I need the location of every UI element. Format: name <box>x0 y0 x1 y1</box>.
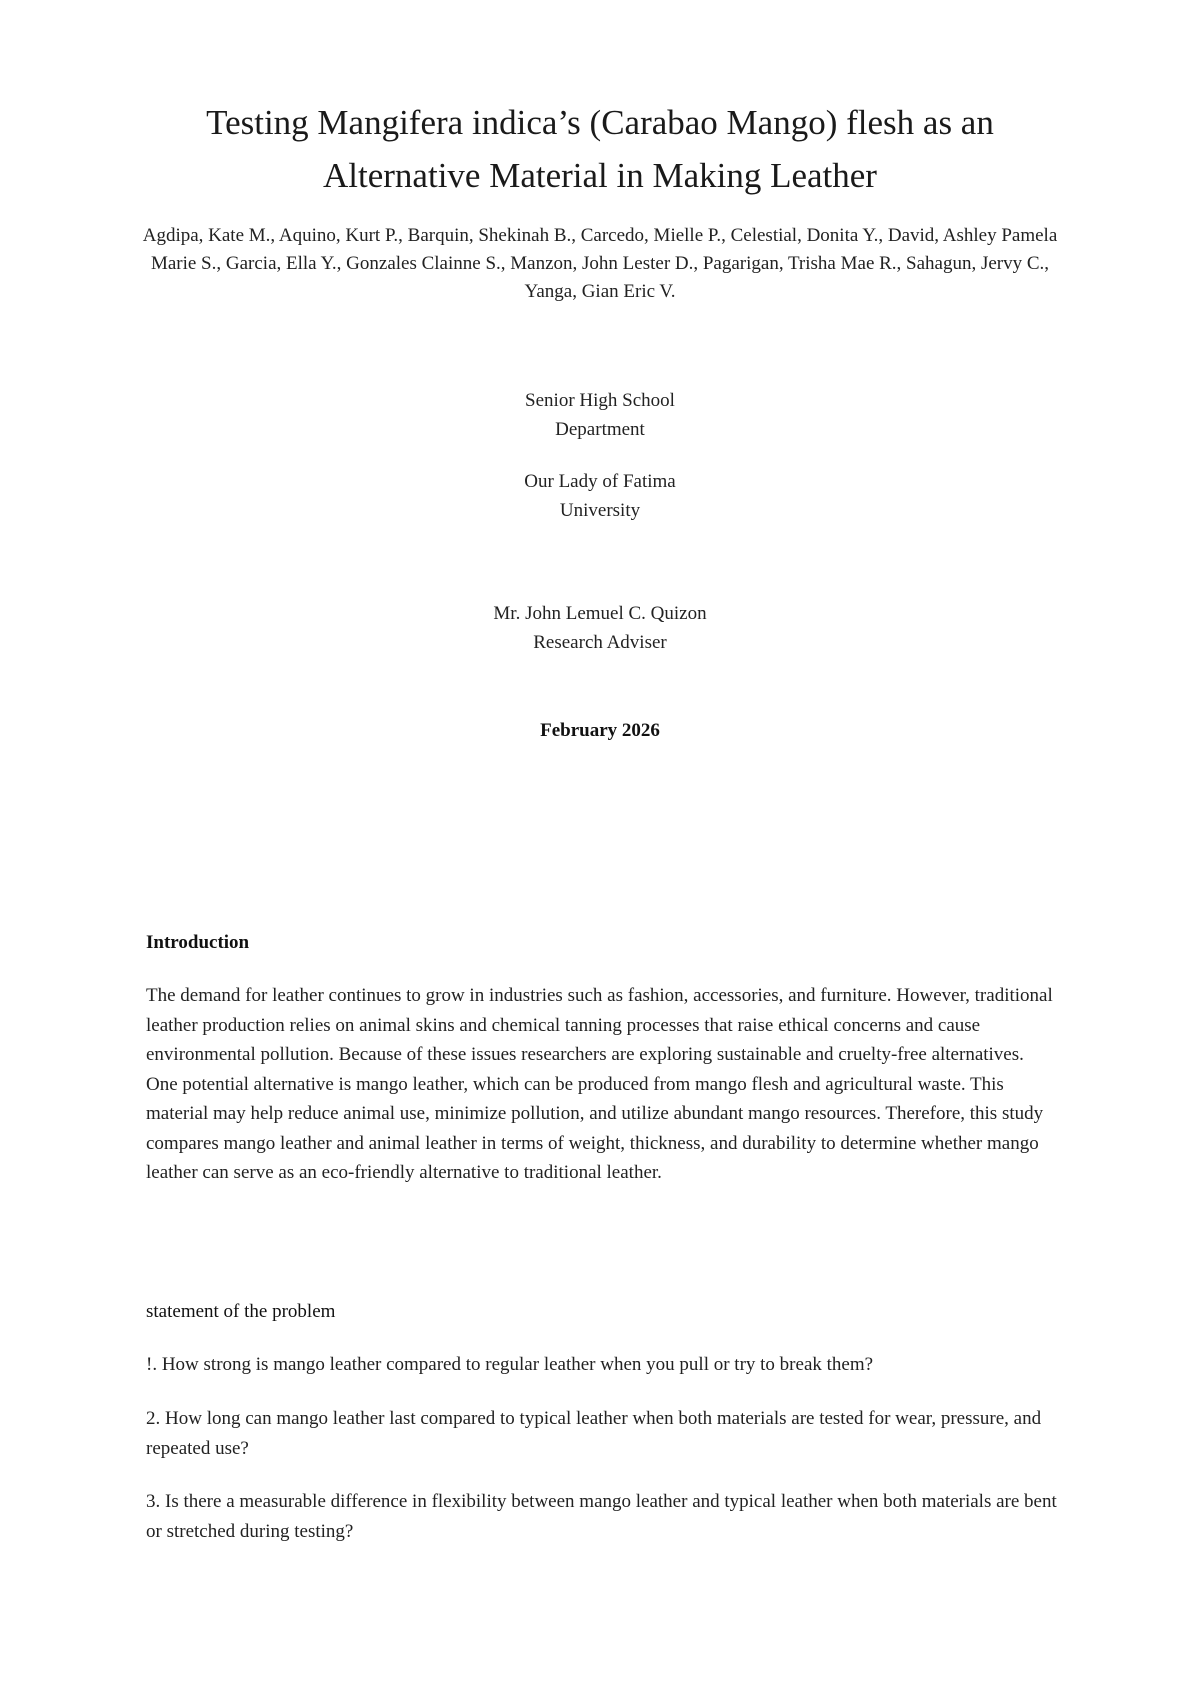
introduction-paragraph: The demand for leather continues to grow in industries such as fashion, accessories, and furniture. However, traditional leather production relies on animal skins and chemical tanning processes that raise ethical concerns and cause environmental pollution. Because of these issues researchers are exploring sustainable and cruelty-free alternatives. One potential alternative is mango leather, which can be produced from mango flesh and agricultural waste. This material may help reduce animal use, minimize pollution, and utilize abundant mango resources. Therefore, this study compares mango leather and animal leather in terms of weight, thickness, and durability to determine whether mango leather can serve as an eco-friendly alternative to traditional leather. <box>146 985 1053 1183</box>
department-block <box>300 386 900 444</box>
university-line-2: University <box>559 500 641 521</box>
title-line-2: Alternative Material in Making Leather <box>323 156 877 195</box>
problem-question-2: 2. How long can mango leather last compared to typical leather when both materials are tested for wear, pressure, and repeated use? <box>146 1408 1042 1459</box>
problem-question-3: 3. Is there a measurable difference in flexibility between mango leather and typical leather when both materials are bent or stretched during testing? <box>146 1491 1057 1542</box>
statement-of-problem-heading: statement of the problem <box>146 1301 336 1322</box>
title-line-1: Testing Mangifera indica’s (Carabao Mango) flesh as an <box>206 103 994 142</box>
introduction-heading: Introduction <box>146 932 250 953</box>
problem-question-1: !. How strong is mango leather compared to regular leather when you pull or try to break them? <box>146 1354 874 1375</box>
adviser-name: Mr. John Lemuel C. Quizon <box>493 603 707 624</box>
submission-date: February 2026 <box>540 720 660 741</box>
adviser-role: Research Adviser <box>533 632 667 653</box>
paper-title <box>120 96 1080 202</box>
university-line-1: Our Lady of Fatima <box>524 471 676 492</box>
department-line-1: Senior High School <box>525 390 675 411</box>
adviser-block <box>300 599 900 657</box>
university-block <box>300 467 900 525</box>
author-list: Agdipa, Kate M., Aquino, Kurt P., Barquin, Shekinah B., Carcedo, Mielle P., Celestial, Donita Y., David, Ashley Pamela Marie S., Garcia, Ella Y., Gonzales Clainne S., Manzon, John Lester D., Pagarigan, Trisha Mae R., Sahagun, Jervy C., Yanga, Gian Eric V. <box>142 225 1058 302</box>
department-line-2: Department <box>555 419 645 440</box>
